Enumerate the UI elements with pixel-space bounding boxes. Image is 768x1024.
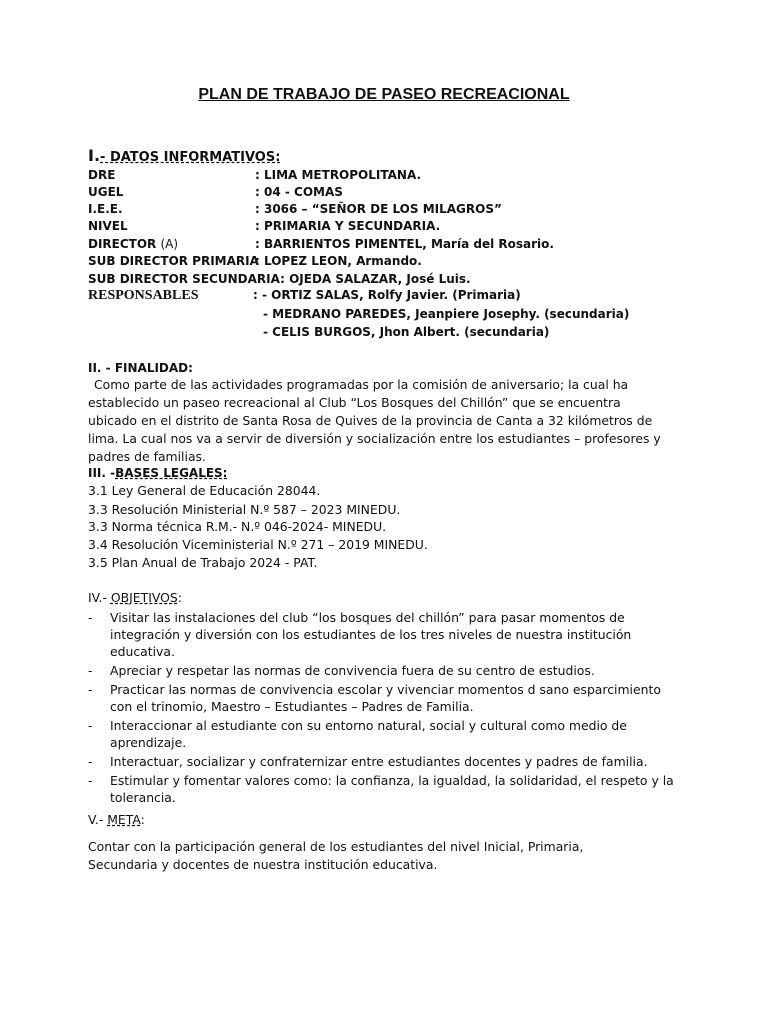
objective-text: Estimular y fomentar valores como: la confianza, la igualdad, la solidaridad, el respeto y la tolerancia.	[110, 773, 674, 805]
info-value: : 04 - COMAS	[255, 185, 343, 199]
info-row-subdirector-secundaria	[88, 272, 471, 286]
document-title: PLAN DE TRABAJO DE PASEO RECREACIONAL	[198, 86, 570, 103]
legal-item: 3.3 Norma técnica R.M.- N.º 046-2024- MINEDU.	[88, 519, 387, 534]
responsables-row	[88, 288, 521, 304]
info-key: UGEL	[88, 185, 124, 199]
info-row-director	[88, 237, 554, 251]
responsables-label: RESPONSABLES	[88, 288, 199, 303]
objective-text: Apreciar y respetar las normas de convivencia fuera de su centro de estudios.	[110, 663, 595, 678]
bullet-dash: -	[88, 663, 93, 678]
section-5-prefix: V.-	[88, 812, 108, 827]
list-item	[88, 772, 678, 806]
section-2-heading: II. - FINALIDAD:	[88, 361, 193, 375]
info-key: SUB DIRECTOR SECUNDARIA:	[88, 272, 285, 286]
section-5-label: META	[107, 812, 141, 827]
responsable-row-2	[263, 307, 629, 321]
section-4-prefix: IV.-	[88, 590, 111, 605]
section-4-suffix: :	[177, 590, 182, 605]
info-key: NIVEL	[88, 219, 128, 233]
section-5-suffix: :	[140, 812, 145, 827]
section-1-heading	[88, 146, 280, 165]
objective-text: Practicar las normas de convivencia escolar y vivenciar momentos d sano esparcimiento con el trinomio, Maestro – Estudiantes – Padres de Familia.	[110, 682, 661, 714]
bullet-dash: -	[88, 610, 93, 625]
section-1-number: I.	[88, 146, 101, 165]
info-row-ugel	[88, 185, 343, 199]
info-key-wrap	[88, 237, 255, 251]
legal-item: 3.1 Ley General de Educación 28044.	[88, 483, 321, 498]
info-key: DIRECTOR	[88, 237, 157, 251]
info-key-extra: (A)	[160, 237, 179, 251]
objective-text: Visitar las instalaciones del club “los bosques del chillón” para pasar momentos de integración y diversión con los estudiantes de los tres niveles de nuestra institución educativa.	[110, 610, 632, 659]
section-2-text: Como parte de las actividades programadas por la comisión de aniversario; la cual ha establecido un paseo recreacional al Club “Los Bosques del Chillón” que se encuentra ubicado en el distrito de Santa Rosa de Quives de la provincia de Canta a 32 kilómetros de lima. La cual nos va a servir de diversión y socialización entre los estudiantes – profesores y padres de familias.	[88, 377, 661, 464]
legal-item: 3.3 Resolución Ministerial N.º 587 – 2023 MINEDU.	[88, 502, 401, 517]
bullet-dash: -	[88, 718, 93, 733]
list-item	[88, 662, 678, 679]
legal-item: 3.5 Plan Anual de Trabajo 2024 - PAT.	[88, 555, 318, 570]
list-item	[88, 609, 678, 660]
section-3-prefix: III. -	[88, 466, 116, 480]
responsable-item: - MEDRANO PAREDES, Jeanpiere Josephy. (secundaria)	[263, 307, 630, 321]
legal-item: 3.4 Resolución Viceministerial N.º 271 – 2019 MINEDU.	[88, 537, 428, 552]
objectives-list	[88, 609, 678, 808]
info-value: : 3066 – “SEÑOR DE LOS MILAGROS”	[255, 202, 502, 216]
info-value: : LOPEZ LEON, Armando.	[255, 254, 422, 268]
info-value: : LIMA METROPOLITANA.	[255, 168, 422, 182]
info-value: : BARRIENTOS PIMENTEL, María del Rosario.	[255, 237, 554, 251]
info-key: I.E.E.	[88, 202, 123, 216]
section-5-heading	[88, 812, 145, 827]
section-3-label: BASES LEGALES:	[115, 466, 228, 480]
objective-text: Interactuar, socializar y confraternizar entre estudiantes docentes y padres de familia.	[110, 754, 648, 769]
info-key: DRE	[88, 168, 116, 182]
responsable-row-3	[263, 325, 549, 339]
bullet-dash: -	[88, 754, 93, 769]
section-4-heading	[88, 590, 182, 605]
info-key: SUB DIRECTOR PRIMARIA	[88, 254, 259, 268]
bullet-dash: -	[88, 682, 93, 697]
section-1-label: - DATOS INFORMATIVOS:	[100, 150, 281, 165]
section-4-label: OBJETIVOS	[110, 590, 178, 605]
responsable-item: : - ORTIZ SALAS, Rolfy Javier. (Primaria)	[253, 288, 521, 302]
section-3-heading	[88, 466, 227, 480]
info-row-subdirector-primaria	[88, 254, 422, 268]
info-row-dre	[88, 168, 421, 182]
list-item	[88, 753, 678, 770]
info-row-iee	[88, 202, 502, 216]
objective-text: Interaccionar al estudiante con su entorno natural, social y cultural como medio de aprendizaje.	[110, 718, 627, 750]
info-value: OJEDA SALAZAR, José Luis.	[289, 272, 471, 286]
list-item	[88, 681, 678, 715]
responsable-item: - CELIS BURGOS, Jhon Albert. (secundaria)	[263, 325, 550, 339]
info-row-nivel	[88, 219, 440, 233]
info-value: : PRIMARIA Y SECUNDARIA.	[255, 219, 441, 233]
section-5-text: Contar con la participación general de los estudiantes del nivel Inicial, Primaria, Secundaria y docentes de nuestra institución educativa.	[88, 839, 584, 872]
bullet-dash: -	[88, 773, 93, 788]
list-item	[88, 717, 678, 751]
